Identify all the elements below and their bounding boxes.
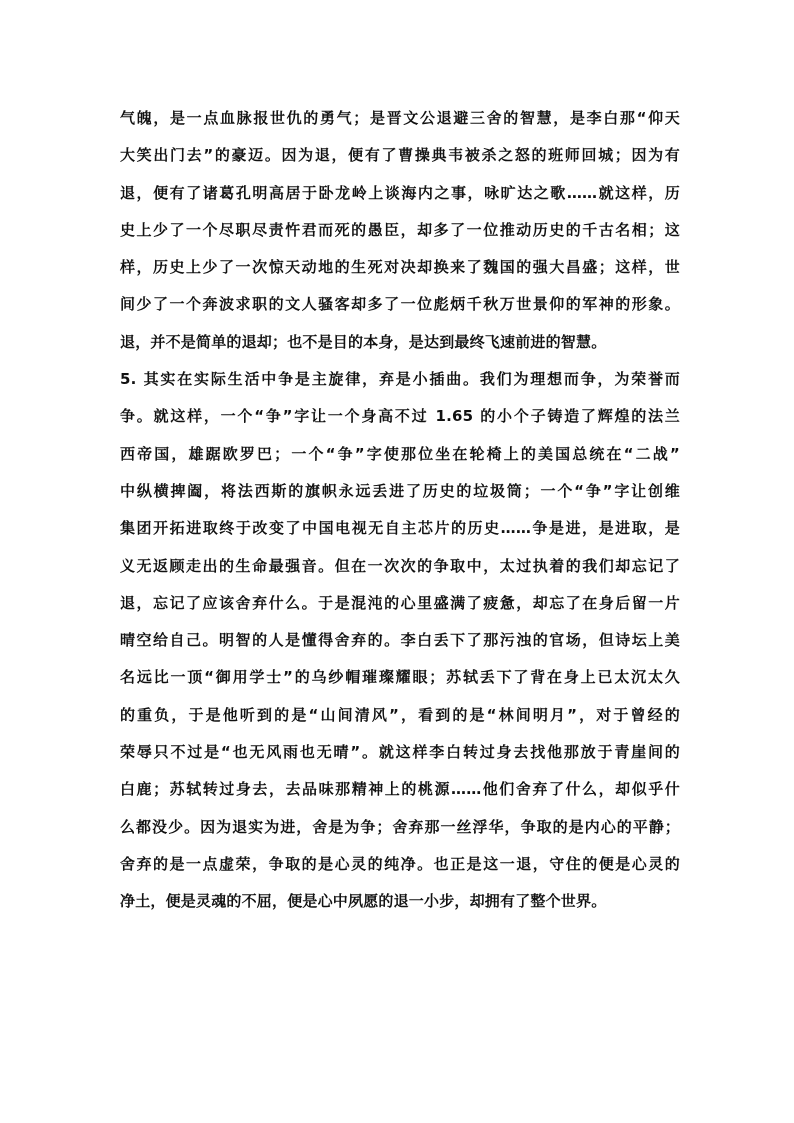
text-line: 名远比一顶“御用学士”的乌纱帽璀璨耀眼；苏轼丢下了背在身上已太沉太久	[120, 668, 680, 687]
text-line: 晴空给自己。明智的人是懂得舍弃的。李白丢下了那污浊的官场，但诗坛上美	[120, 631, 680, 650]
text-line: 西帝国，雄踞欧罗巴；一个“争”字使那位坐在轮椅上的美国总统在“二战”	[120, 444, 680, 463]
text-line: 的重负，于是他听到的是“山间清风”，看到的是“林间明月”，对于曾经的	[120, 705, 680, 724]
text-line: 史上少了一个尽职尽责忤君而死的愚臣，却多了一位推动历史的千古名相；这	[120, 220, 680, 239]
text-line: 样，历史上少了一次惊天动地的生死对决却换来了魏国的强大昌盛；这样，世	[120, 258, 680, 277]
text-line: 大笑出门去”的豪迈。因为退，便有了曹操典韦被杀之怒的班师回城；因为有	[120, 146, 680, 165]
text-line: 间少了一个奔波求职的文人骚客却多了一位彪炳千秋万世景仰的军神的形象。	[120, 295, 680, 314]
text-line: 中纵横捭阖，将法西斯的旗帜永远丢进了历史的垃圾筒；一个“争”字让创维	[120, 481, 680, 500]
text-line: 退，忘记了应该舍弃什么。于是混沌的心里盛满了疲惫，却忘了在身后留一片	[120, 593, 680, 612]
text-line: 气魄，是一点血脉报世仇的勇气；是晋文公退避三舍的智慧，是李白那“仰天	[120, 109, 680, 127]
text-line: 争。就这样，一个“争”字让一个身高不过 1.65 的小个子铸造了辉煌的法兰	[120, 407, 680, 426]
text-line: 退，便有了诸葛孔明高居于卧龙岭上谈海内之事，咏旷达之歌……就这样，历	[120, 183, 680, 202]
text-line: 5. 其实在实际生活中争是主旋律，弃是小插曲。我们为理想而争，为荣誉而	[120, 370, 680, 389]
text-line: 集团开拓进取终于改变了中国电视无自主芯片的历史……争是进，是进取，是	[120, 519, 680, 538]
text-line: 白鹿；苏轼转过身去，去品味那精神上的桃源……他们舍弃了什么，却似乎什	[120, 780, 680, 799]
essay-text-block	[120, 100, 680, 921]
text-line: 净土，便是灵魂的不屈，便是心中夙愿的退一小步，却拥有了整个世界。	[120, 892, 607, 911]
text-line: 舍弃的是一点虚荣，争取的是心灵的纯净。也正是这一退，守住的便是心灵的	[120, 854, 680, 873]
text-line: 么都没少。因为退实为进，舍是为争；舍弃那一丝浮华，争取的是内心的平静；	[120, 817, 680, 836]
text-line: 退，并不是简单的退却；也不是目的本身，是达到最终飞速前进的智慧。	[120, 332, 607, 351]
text-line: 荣辱只不过是“也无风雨也无晴”。就这样李白转过身去找他那放于青崖间的	[120, 743, 680, 762]
text-line: 义无返顾走出的生命最强音。但在一次次的争取中，太过执着的我们却忘记了	[120, 556, 680, 575]
